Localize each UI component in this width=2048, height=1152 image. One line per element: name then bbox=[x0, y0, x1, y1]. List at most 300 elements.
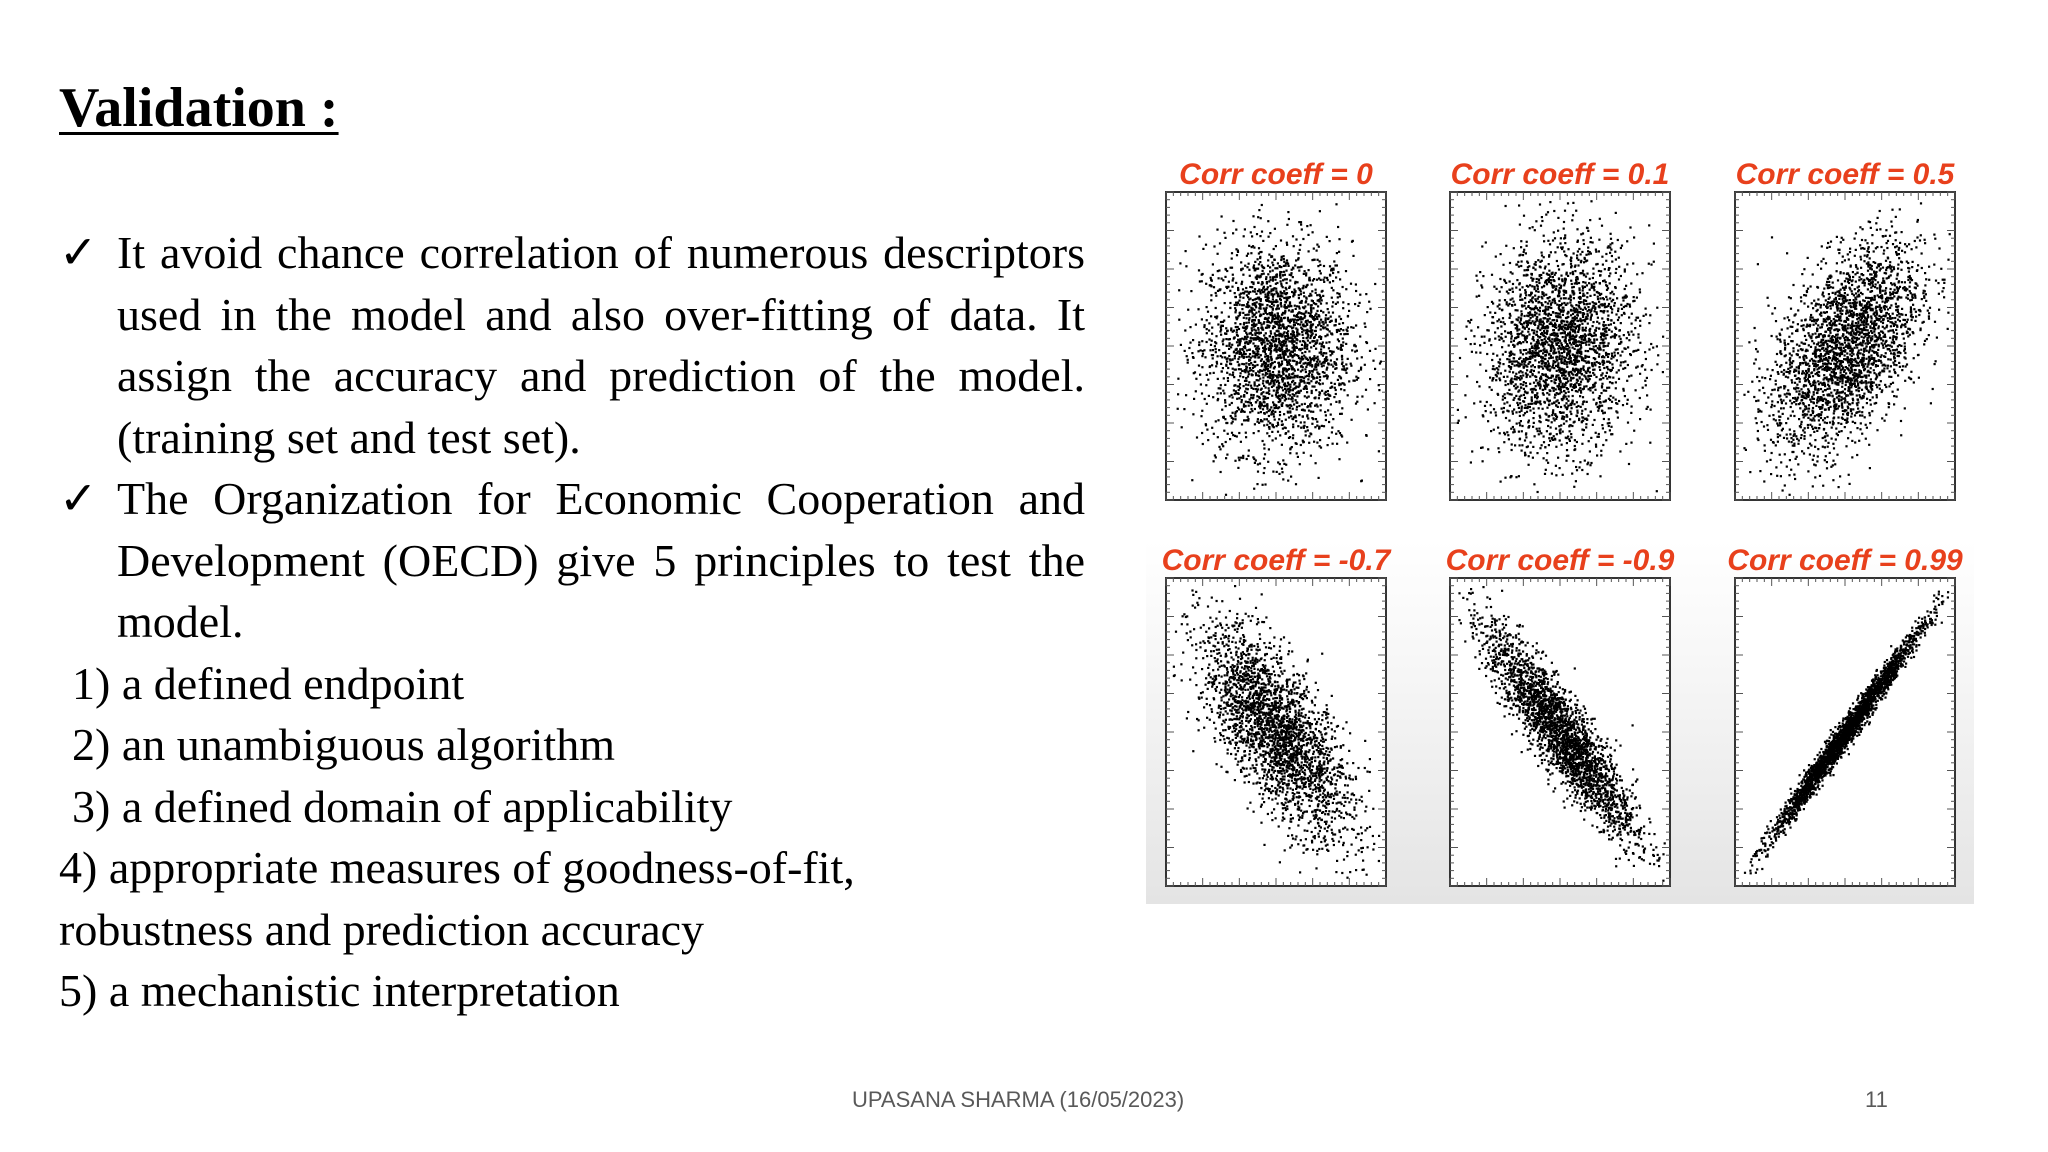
scatter-point bbox=[1620, 354, 1622, 356]
scatter-point bbox=[1521, 371, 1523, 373]
scatter-point bbox=[1269, 270, 1271, 272]
scatter-point bbox=[1263, 349, 1265, 351]
scatter-point bbox=[1542, 356, 1544, 358]
scatter-point bbox=[1628, 316, 1630, 318]
scatter-point bbox=[1223, 430, 1225, 432]
scatter-point bbox=[1308, 435, 1310, 437]
scatter-point bbox=[1518, 431, 1520, 433]
scatter-point bbox=[1313, 386, 1315, 388]
panel-label: Corr coeff = 0 bbox=[1179, 158, 1373, 191]
scatter-point bbox=[1599, 282, 1601, 284]
scatter-point bbox=[1325, 360, 1327, 362]
scatter-point bbox=[1548, 377, 1550, 379]
scatter-point bbox=[1563, 374, 1565, 376]
scatter-point bbox=[1303, 426, 1305, 428]
scatter-point bbox=[1274, 228, 1276, 230]
scatter-point bbox=[1494, 338, 1496, 340]
scatter-point bbox=[1302, 238, 1304, 240]
scatter-point bbox=[1599, 475, 1601, 477]
scatter-point bbox=[1553, 347, 1555, 349]
scatter-point bbox=[1601, 385, 1603, 387]
scatter-point bbox=[1573, 252, 1575, 254]
scatter-point bbox=[1217, 436, 1219, 438]
scatter-point bbox=[1553, 298, 1555, 300]
scatter-point bbox=[1307, 234, 1309, 236]
scatter-point bbox=[1485, 370, 1487, 372]
scatter-point bbox=[1644, 369, 1646, 371]
scatter-point bbox=[1306, 414, 1308, 416]
scatter-point bbox=[1616, 371, 1618, 373]
scatter-point bbox=[1320, 338, 1322, 340]
scatter-point bbox=[1346, 330, 1348, 332]
scatter-point bbox=[1252, 283, 1254, 285]
scatter-point bbox=[1595, 251, 1597, 253]
scatter-point bbox=[1596, 361, 1598, 363]
scatter-point bbox=[1559, 429, 1561, 431]
scatter-point bbox=[1323, 281, 1325, 283]
scatter-point bbox=[1341, 356, 1343, 358]
scatter-point bbox=[1200, 415, 1202, 417]
scatter-point bbox=[1288, 398, 1290, 400]
scatter-point bbox=[1310, 307, 1312, 309]
scatter-point bbox=[1594, 294, 1596, 296]
scatter-point bbox=[1341, 358, 1343, 360]
scatter-point bbox=[1241, 370, 1243, 372]
scatter-point bbox=[1521, 331, 1523, 333]
scatter-point bbox=[1224, 276, 1226, 278]
scatter-point bbox=[1241, 363, 1243, 365]
scatter-point bbox=[1263, 273, 1265, 275]
scatter-point bbox=[1323, 375, 1325, 377]
scatter-point bbox=[1558, 358, 1560, 360]
scatter-point bbox=[1504, 393, 1506, 395]
scatter-point bbox=[1585, 335, 1587, 337]
scatter-point bbox=[1535, 379, 1537, 381]
scatter-point bbox=[1576, 352, 1578, 354]
scatter-point bbox=[1595, 281, 1597, 283]
scatter-point bbox=[1563, 397, 1565, 399]
scatter-point bbox=[1206, 306, 1208, 308]
scatter-point bbox=[1549, 440, 1551, 442]
scatter-point bbox=[1622, 368, 1624, 370]
scatter-point bbox=[1608, 324, 1610, 326]
scatter-point bbox=[1492, 365, 1494, 367]
scatter-point bbox=[1208, 329, 1210, 331]
scatter-point bbox=[1582, 434, 1584, 436]
scatter-point bbox=[1582, 295, 1584, 297]
scatter-point bbox=[1361, 395, 1363, 397]
scatter-point bbox=[1581, 378, 1583, 380]
scatter-point bbox=[1277, 293, 1279, 295]
scatter-point bbox=[1296, 281, 1298, 283]
scatter-point bbox=[1257, 282, 1259, 284]
scatter-point bbox=[1600, 402, 1602, 404]
scatter-point bbox=[1345, 288, 1347, 290]
scatter-point bbox=[1220, 321, 1222, 323]
scatter-point bbox=[1303, 325, 1305, 327]
scatter-point bbox=[1530, 403, 1532, 405]
scatter-point bbox=[1222, 390, 1224, 392]
scatter-point bbox=[1240, 411, 1242, 413]
scatter-point bbox=[1543, 385, 1545, 387]
scatter-point bbox=[1339, 295, 1341, 297]
scatter-point bbox=[1540, 432, 1542, 434]
scatter-point bbox=[1519, 402, 1521, 404]
scatter-point bbox=[1245, 401, 1247, 403]
scatter-point bbox=[1286, 338, 1288, 340]
scatter-point bbox=[1296, 335, 1298, 337]
scatter-point bbox=[1242, 274, 1244, 276]
scatter-point bbox=[1606, 298, 1608, 300]
scatter-point bbox=[1320, 363, 1322, 365]
scatter-point bbox=[1267, 343, 1269, 345]
scatter-point bbox=[1282, 402, 1284, 404]
scatter-point bbox=[1590, 437, 1592, 439]
scatter-point bbox=[1558, 352, 1560, 354]
scatter-point bbox=[1232, 277, 1234, 279]
scatter-point bbox=[1238, 356, 1240, 358]
scatter-point bbox=[1557, 246, 1559, 248]
scatter-point bbox=[1311, 365, 1313, 367]
scatter-point bbox=[1588, 356, 1590, 358]
scatter-point bbox=[1523, 349, 1525, 351]
scatter-point bbox=[1281, 404, 1283, 406]
scatter-point bbox=[1541, 444, 1543, 446]
scatter-point bbox=[1256, 385, 1258, 387]
scatter-point bbox=[1273, 382, 1275, 384]
scatter-point bbox=[1500, 372, 1502, 374]
scatter-point bbox=[1296, 395, 1298, 397]
scatter-point bbox=[1471, 351, 1473, 353]
scatter-point bbox=[1542, 389, 1544, 391]
scatter-point bbox=[1586, 463, 1588, 465]
scatter-point bbox=[1618, 378, 1620, 380]
scatter-point bbox=[1202, 443, 1204, 445]
scatter-point bbox=[1346, 367, 1348, 369]
scatter-point bbox=[1288, 265, 1290, 267]
scatter-point bbox=[1225, 441, 1227, 443]
scatter-point bbox=[1649, 314, 1651, 316]
scatter-point bbox=[1525, 385, 1527, 387]
scatter-point bbox=[1570, 379, 1572, 381]
scatter-point bbox=[1296, 314, 1298, 316]
scatter-point bbox=[1598, 250, 1600, 252]
scatter-point bbox=[1294, 319, 1296, 321]
scatter-point bbox=[1259, 276, 1261, 278]
scatter-point bbox=[1611, 331, 1613, 333]
scatter-point bbox=[1342, 345, 1344, 347]
scatter-point bbox=[1549, 433, 1551, 435]
scatter-point bbox=[1322, 295, 1324, 297]
scatter-point bbox=[1271, 362, 1273, 364]
scatter-point bbox=[1526, 325, 1528, 327]
scatter-point bbox=[1572, 335, 1574, 337]
scatter-point bbox=[1232, 274, 1234, 276]
scatter-point bbox=[1302, 380, 1304, 382]
scatter-point bbox=[1624, 270, 1626, 272]
scatter-point bbox=[1316, 381, 1318, 383]
scatter-point bbox=[1258, 331, 1260, 333]
scatter-point bbox=[1546, 430, 1548, 432]
scatter-point bbox=[1546, 407, 1548, 409]
scatter-point bbox=[1245, 287, 1247, 289]
scatter-point bbox=[1329, 265, 1331, 267]
scatter-point bbox=[1356, 401, 1358, 403]
scatter-point bbox=[1256, 350, 1258, 352]
scatter-point bbox=[1526, 411, 1528, 413]
scatter-point bbox=[1286, 299, 1288, 301]
scatter-point bbox=[1342, 338, 1344, 340]
scatter-point bbox=[1304, 386, 1306, 388]
scatter-point bbox=[1546, 392, 1548, 394]
scatter-point bbox=[1302, 416, 1304, 418]
scatter-point bbox=[1577, 250, 1579, 252]
scatter-point bbox=[1596, 454, 1598, 456]
scatter-point bbox=[1543, 295, 1545, 297]
scatter-point bbox=[1524, 289, 1526, 291]
scatter-point bbox=[1302, 334, 1304, 336]
scatter-point bbox=[1537, 327, 1539, 329]
scatter-point bbox=[1262, 240, 1264, 242]
scatter-point bbox=[1250, 332, 1252, 334]
scatter-point bbox=[1311, 392, 1313, 394]
scatter-point bbox=[1588, 253, 1590, 255]
scatter-point bbox=[1358, 370, 1360, 372]
scatter-point bbox=[1217, 290, 1219, 292]
scatter-point bbox=[1555, 312, 1557, 314]
scatter-point bbox=[1601, 383, 1603, 385]
scatter-point bbox=[1246, 266, 1248, 268]
scatter-point bbox=[1278, 418, 1280, 420]
scatter-point bbox=[1277, 262, 1279, 264]
scatter-point bbox=[1513, 399, 1515, 401]
scatter-point bbox=[1340, 388, 1342, 390]
scatter-point bbox=[1234, 322, 1236, 324]
scatter-point bbox=[1583, 388, 1585, 390]
scatter-point bbox=[1299, 340, 1301, 342]
scatter-point bbox=[1265, 372, 1267, 374]
scatter-point bbox=[1523, 251, 1525, 253]
scatter-point bbox=[1254, 304, 1256, 306]
scatter-point bbox=[1609, 282, 1611, 284]
scatter-point bbox=[1339, 413, 1341, 415]
scatter-point bbox=[1259, 378, 1261, 380]
scatter-point bbox=[1566, 377, 1568, 379]
scatter-point bbox=[1281, 397, 1283, 399]
scatter-point bbox=[1479, 364, 1481, 366]
scatter-point bbox=[1281, 335, 1283, 337]
scatter-point bbox=[1606, 387, 1608, 389]
scatter-point bbox=[1307, 320, 1309, 322]
scatter-point bbox=[1224, 384, 1226, 386]
scatter-point bbox=[1637, 333, 1639, 335]
scatter-point bbox=[1549, 345, 1551, 347]
scatter-point bbox=[1238, 341, 1240, 343]
scatter-point bbox=[1315, 313, 1317, 315]
scatter-point bbox=[1238, 379, 1240, 381]
scatter-point bbox=[1537, 491, 1539, 493]
scatter-point bbox=[1201, 340, 1203, 342]
scatter-point bbox=[1308, 312, 1310, 314]
scatter-point bbox=[1511, 449, 1513, 451]
scatter-point bbox=[1255, 374, 1257, 376]
scatter-point bbox=[1293, 416, 1295, 418]
scatter-point bbox=[1571, 305, 1573, 307]
scatter-point bbox=[1645, 384, 1647, 386]
scatter-point bbox=[1521, 286, 1523, 288]
scatter-point bbox=[1592, 277, 1594, 279]
scatter-point bbox=[1547, 297, 1549, 299]
scatter-point bbox=[1268, 383, 1270, 385]
scatter-point bbox=[1243, 317, 1245, 319]
scatter-point bbox=[1489, 338, 1491, 340]
scatter-point bbox=[1293, 360, 1295, 362]
scatter-point bbox=[1657, 354, 1659, 356]
scatter-point bbox=[1574, 439, 1576, 441]
scatter-point bbox=[1240, 261, 1242, 263]
scatter-point bbox=[1573, 387, 1575, 389]
scatter-point bbox=[1326, 374, 1328, 376]
scatter-point bbox=[1337, 226, 1339, 228]
scatter-point bbox=[1650, 343, 1652, 345]
scatter-point bbox=[1329, 321, 1331, 323]
scatter-point bbox=[1301, 228, 1303, 230]
scatter-point bbox=[1587, 334, 1589, 336]
scatter-point bbox=[1544, 317, 1546, 319]
scatter-point bbox=[1289, 436, 1291, 438]
scatter-point bbox=[1253, 432, 1255, 434]
scatter-point bbox=[1610, 395, 1612, 397]
scatter-point bbox=[1521, 260, 1523, 262]
scatter-point bbox=[1256, 399, 1258, 401]
scatter-point bbox=[1234, 307, 1236, 309]
scatter-point bbox=[1562, 474, 1564, 476]
scatter-point bbox=[1550, 347, 1552, 349]
scatter-point bbox=[1290, 354, 1292, 356]
scatter-point bbox=[1507, 383, 1509, 385]
scatter-point bbox=[1566, 361, 1568, 363]
scatter-point bbox=[1277, 304, 1279, 306]
scatter-point bbox=[1547, 419, 1549, 421]
scatter-point bbox=[1562, 385, 1564, 387]
scatter-point bbox=[1244, 347, 1246, 349]
scatter-point bbox=[1243, 353, 1245, 355]
scatter-point bbox=[1257, 268, 1259, 270]
checkmark-icon: ✓ bbox=[59, 227, 98, 278]
scatter-point bbox=[1545, 214, 1547, 216]
scatter-point bbox=[1297, 386, 1299, 388]
scatter-point bbox=[1269, 342, 1271, 344]
scatter-point bbox=[1309, 403, 1311, 405]
scatter-point bbox=[1279, 411, 1281, 413]
scatter-point bbox=[1552, 276, 1554, 278]
scatter-point bbox=[1581, 420, 1583, 422]
scatter-point bbox=[1272, 327, 1274, 329]
scatter-point bbox=[1218, 349, 1220, 351]
scatter-point bbox=[1588, 344, 1590, 346]
scatter-point bbox=[1563, 294, 1565, 296]
scatter-point bbox=[1226, 345, 1228, 347]
scatter-point bbox=[1274, 267, 1276, 269]
scatter-point bbox=[1284, 335, 1286, 337]
scatter-point bbox=[1592, 268, 1594, 270]
scatter-point bbox=[1535, 305, 1537, 307]
scatter-point bbox=[1335, 276, 1337, 278]
scatter-point bbox=[1243, 419, 1245, 421]
scatter-point bbox=[1630, 412, 1632, 414]
scatter-point bbox=[1606, 285, 1608, 287]
scatter-point bbox=[1603, 367, 1605, 369]
scatter-point bbox=[1305, 274, 1307, 276]
scatter-point bbox=[1326, 334, 1328, 336]
scatter-point bbox=[1548, 394, 1550, 396]
scatter-point bbox=[1312, 307, 1314, 309]
scatter-point bbox=[1305, 430, 1307, 432]
scatter-point bbox=[1541, 254, 1543, 256]
scatter-point bbox=[1336, 292, 1338, 294]
scatter-point bbox=[1588, 309, 1590, 311]
scatter-point bbox=[1287, 430, 1289, 432]
scatter-point bbox=[1315, 342, 1317, 344]
scatter-point bbox=[1251, 334, 1253, 336]
scatter-point bbox=[1490, 344, 1492, 346]
scatter-point bbox=[1248, 317, 1250, 319]
scatter-point bbox=[1564, 210, 1566, 212]
scatter-point bbox=[1608, 407, 1610, 409]
scatter-point bbox=[1547, 302, 1549, 304]
scatter-point bbox=[1585, 372, 1587, 374]
scatter-point bbox=[1623, 334, 1625, 336]
scatter-point bbox=[1251, 286, 1253, 288]
scatter-point bbox=[1291, 351, 1293, 353]
scatter-point bbox=[1198, 365, 1200, 367]
scatter-point bbox=[1281, 387, 1283, 389]
scatter-point bbox=[1516, 279, 1518, 281]
scatter-point bbox=[1265, 299, 1267, 301]
scatter-point bbox=[1308, 250, 1310, 252]
scatter-point bbox=[1580, 344, 1582, 346]
scatter-point bbox=[1230, 327, 1232, 329]
scatter-point bbox=[1615, 313, 1617, 315]
scatter-point bbox=[1546, 332, 1548, 334]
scatter-point bbox=[1533, 323, 1535, 325]
scatter-point bbox=[1520, 383, 1522, 385]
scatter-point bbox=[1229, 290, 1231, 292]
scatter-point bbox=[1263, 286, 1265, 288]
scatter-point bbox=[1245, 317, 1247, 319]
scatter-point bbox=[1202, 248, 1204, 250]
scatter-point bbox=[1531, 396, 1533, 398]
scatter-point bbox=[1574, 331, 1576, 333]
scatter-point bbox=[1345, 333, 1347, 335]
scatter-point bbox=[1283, 340, 1285, 342]
scatter-point bbox=[1229, 307, 1231, 309]
scatter-point bbox=[1322, 311, 1324, 313]
scatter-point bbox=[1298, 266, 1300, 268]
scatter-point bbox=[1332, 312, 1334, 314]
scatter-point bbox=[1610, 358, 1612, 360]
scatter-point bbox=[1297, 425, 1299, 427]
scatter-point bbox=[1289, 448, 1291, 450]
scatter-point bbox=[1599, 275, 1601, 277]
scatter-point bbox=[1272, 424, 1274, 426]
scatter-point bbox=[1529, 322, 1531, 324]
scatter-point bbox=[1259, 298, 1261, 300]
scatter-point bbox=[1276, 301, 1278, 303]
scatter-point bbox=[1556, 360, 1558, 362]
scatter-point bbox=[1520, 246, 1522, 248]
scatter-point bbox=[1201, 432, 1203, 434]
